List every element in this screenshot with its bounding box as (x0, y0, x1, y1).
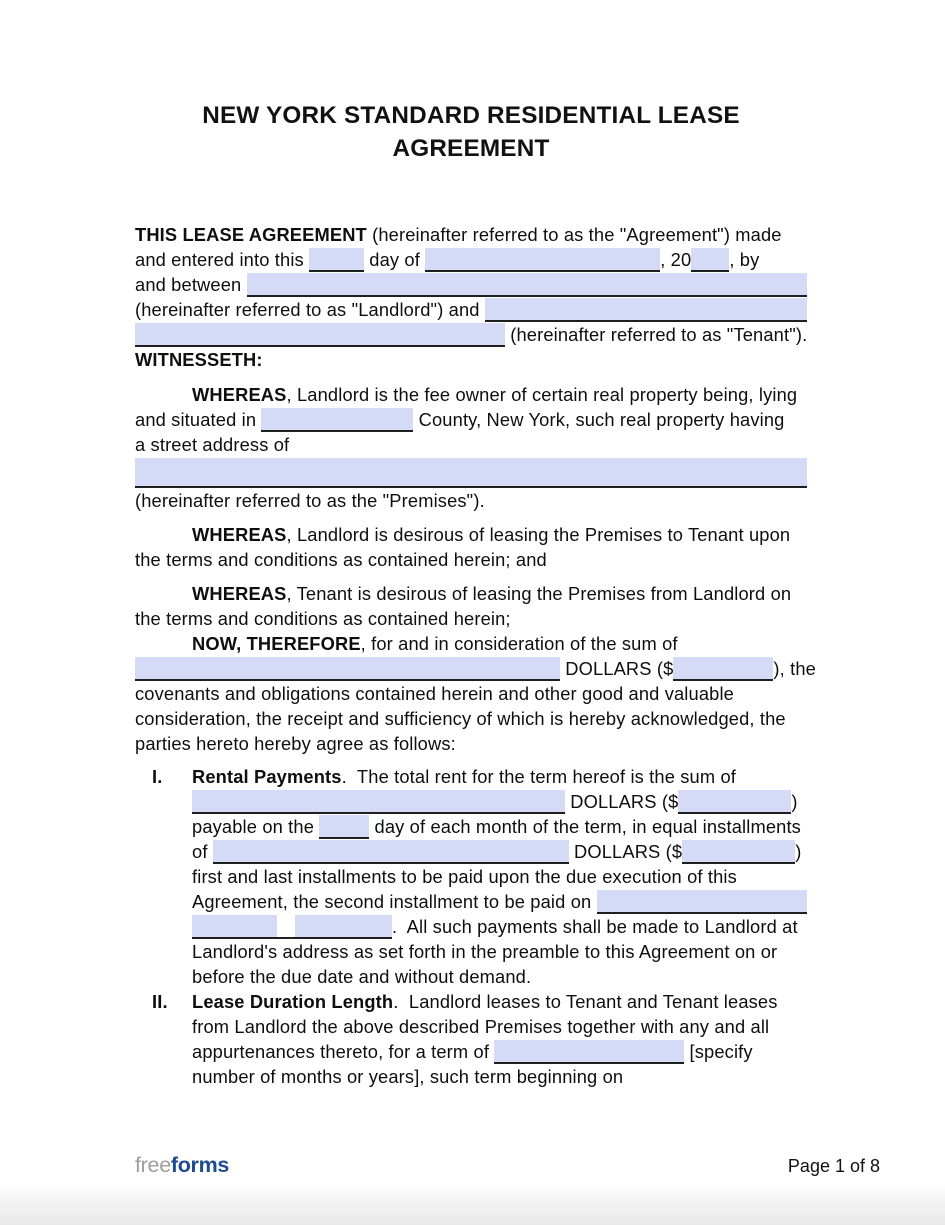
blank-field[interactable] (295, 915, 392, 939)
text-segment: number of months or years], such term beginning on (192, 1066, 624, 1087)
text-segment: , Landlord is the fee owner of certain real property being, lying (286, 384, 798, 405)
text-segment: , for and in consideration of the sum of (360, 633, 678, 654)
text-segment: , Tenant is desirous of leasing the Premises from Landlord on (286, 583, 792, 604)
text-segment: Lease Duration Length (192, 991, 394, 1012)
text-segment: appurtenances thereto, for a term of (192, 1041, 495, 1062)
text-line (135, 606, 807, 631)
text-line (135, 939, 807, 964)
whereas-landlord-paragraph (135, 522, 807, 572)
text-segment: a street address of (135, 434, 290, 455)
footer (135, 1152, 880, 1178)
text-segment: , Landlord is desirous of leasing the Premises to Tenant upon (286, 524, 791, 545)
text-line (135, 272, 807, 297)
blank-field[interactable] (494, 1040, 684, 1064)
text-segment: from Landlord the above described Premises together with any and all (192, 1016, 770, 1037)
text-line (135, 547, 807, 572)
text-line (135, 706, 807, 731)
intro-paragraph (135, 222, 807, 347)
page-bottom-edge (0, 1183, 945, 1225)
text-line (135, 247, 807, 272)
text-segment: ), the (773, 658, 816, 679)
text-line (135, 382, 807, 407)
blank-field[interactable] (309, 248, 364, 272)
text-line (135, 347, 807, 372)
text-line (135, 631, 807, 656)
text-segment: DOLLARS ($ (565, 791, 679, 812)
text-line (135, 764, 807, 789)
document-title-line1: NEW YORK STANDARD RESIDENTIAL LEASE (202, 102, 740, 129)
blank-field[interactable] (135, 323, 505, 347)
freeforms-logo (135, 1152, 229, 1178)
blank-field[interactable] (261, 408, 413, 432)
text-segment: the terms and conditions as contained herein; (135, 608, 511, 629)
text-segment: ) (795, 841, 802, 862)
text-line (135, 889, 807, 914)
text-segment: . Landlord leases to Tenant and Tenant leases (393, 991, 778, 1012)
text-line (135, 789, 807, 814)
blank-field[interactable] (678, 790, 791, 814)
text-segment: DOLLARS ($ (568, 841, 683, 862)
blank-field[interactable] (135, 657, 560, 681)
text-line (135, 322, 807, 347)
text-line (135, 839, 807, 864)
section-rental-payments (135, 764, 807, 989)
blank-field[interactable] (247, 273, 807, 297)
section-number: I. (152, 766, 163, 787)
text-segment: (hereinafter referred to as the "Agreement") made (366, 224, 782, 245)
text-line (135, 222, 807, 247)
text-line (135, 814, 807, 839)
blank-field[interactable] (673, 657, 773, 681)
text-segment: DOLLARS ($ (560, 658, 674, 679)
text-segment: WITNESSETH: (135, 349, 263, 370)
document-content (135, 99, 816, 1089)
blank-field[interactable] (682, 840, 795, 864)
text-segment: WHEREAS (192, 524, 287, 545)
section-number: II. (152, 991, 168, 1012)
street-address-blank-field[interactable] (135, 458, 807, 488)
text-line (135, 457, 807, 488)
text-line (135, 522, 807, 547)
text-line (135, 407, 807, 432)
blank-field[interactable] (192, 790, 565, 814)
text-segment: (hereinafter referred to as "Tenant"). (505, 324, 808, 345)
blank-field[interactable] (691, 248, 729, 272)
text-segment: first and last installments to be paid upon the due execution of this (192, 866, 737, 887)
blank-field[interactable] (597, 890, 807, 914)
text-line (135, 432, 807, 457)
text-segment: WHEREAS (192, 384, 287, 405)
text-segment: payable on the (192, 816, 320, 837)
text-line (135, 1064, 807, 1089)
text-segment: parties hereto hereby agree as follows: (135, 733, 456, 754)
text-segment: (hereinafter referred to as "Landlord") and (135, 299, 485, 320)
text-line (135, 914, 807, 939)
whereas-owner-paragraph (135, 382, 807, 513)
text-segment: Agreement, the second installment to be paid on (192, 891, 597, 912)
text-line (135, 681, 807, 706)
text-segment: County, New York, such real property having (413, 409, 785, 430)
text-segment: ) (791, 791, 798, 812)
blank-field[interactable] (192, 915, 277, 939)
text-segment: [specify (684, 1041, 753, 1062)
blank-field[interactable] (213, 840, 569, 864)
text-segment: and situated in (135, 409, 262, 430)
text-segment: day of (364, 249, 426, 270)
text-line (135, 1039, 807, 1064)
text-line (135, 656, 816, 681)
document-title (135, 99, 807, 165)
logo-forms-text: forms (170, 1153, 230, 1177)
document-title-line2: AGREEMENT (392, 135, 550, 162)
logo-free-text: free (135, 1153, 171, 1177)
text-segment: , 20 (660, 249, 692, 270)
document-body (135, 222, 816, 1089)
text-segment: (hereinafter referred to as the "Premises"). (135, 490, 485, 511)
text-line (135, 488, 807, 513)
text-segment: Rental Payments (192, 766, 342, 787)
text-segment: , by (729, 249, 760, 270)
text-segment: consideration, the receipt and sufficiency of which is hereby acknowledged, the (135, 708, 786, 729)
text-segment: NOW, THEREFORE (192, 633, 361, 654)
blank-field[interactable] (319, 815, 369, 839)
text-segment: WHEREAS (192, 583, 287, 604)
text-line (135, 964, 807, 989)
text-line (135, 581, 807, 606)
text-segment: covenants and obligations contained herein and other good and valuable (135, 683, 734, 704)
text-line (135, 1014, 807, 1039)
witnesseth-heading (135, 347, 807, 372)
text-segment: before the due date and without demand. (192, 966, 532, 987)
text-line (135, 864, 807, 889)
blank-field[interactable] (425, 248, 660, 272)
whereas-tenant-paragraph (135, 581, 807, 631)
text-segment: THIS LEASE AGREEMENT (135, 224, 367, 245)
text-segment: Landlord's address as set forth in the preamble to this Agreement on or (192, 941, 778, 962)
text-segment: . All such payments shall be made to Landlord at (392, 916, 798, 937)
page-number: Page 1 of 8 (787, 1156, 880, 1176)
text-segment: the terms and conditions as contained herein; and (135, 549, 547, 570)
blank-underline-connector (277, 915, 295, 939)
text-line (135, 989, 807, 1014)
text-segment: . The total rent for the term hereof is the sum of (341, 766, 737, 787)
text-line (135, 731, 807, 756)
now-therefore-paragraph (135, 631, 816, 756)
text-line (135, 297, 807, 322)
text-segment: day of each month of the term, in equal installments (369, 816, 801, 837)
blank-field[interactable] (485, 298, 807, 322)
text-segment: of (192, 841, 213, 862)
text-segment: and entered into this (135, 249, 310, 270)
text-segment: and between (135, 274, 247, 295)
section-lease-duration (135, 989, 807, 1089)
